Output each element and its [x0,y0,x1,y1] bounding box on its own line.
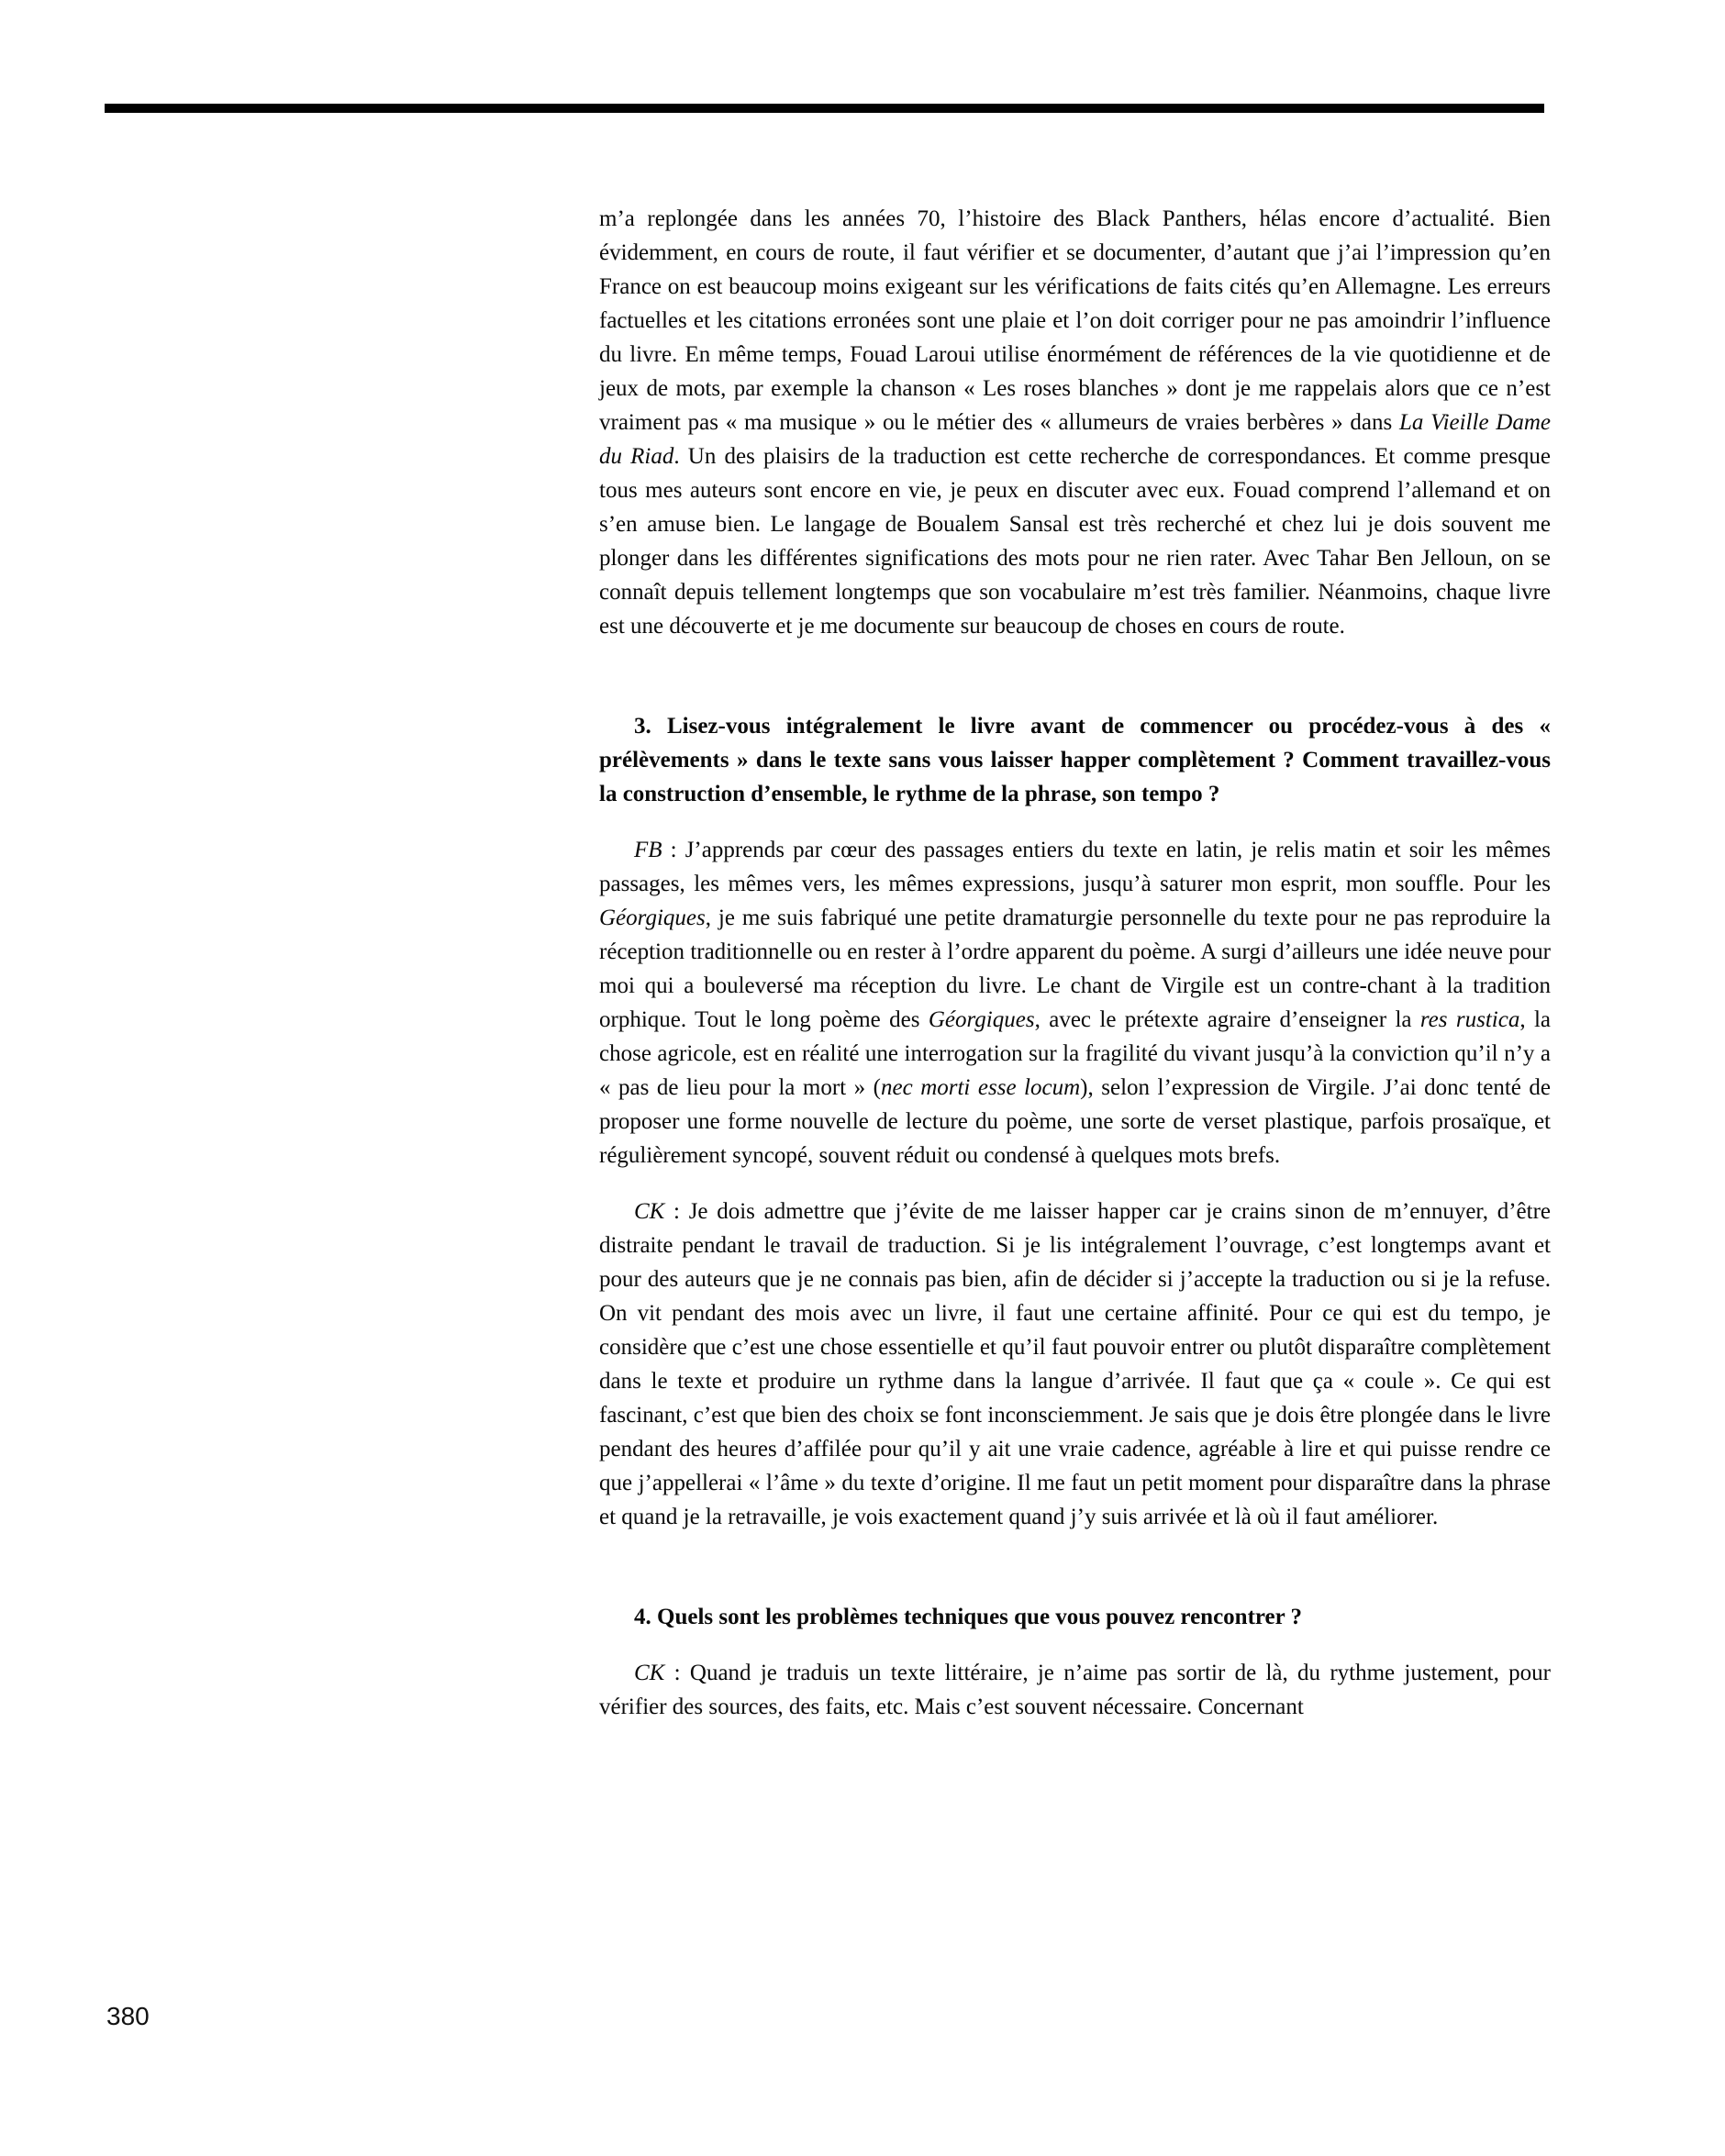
page-number: 380 [106,2002,150,2030]
text-segment: . Un des plaisirs de la traduction est cette recherche de correspondances. Et comme presque tous mes auteurs sont encore en vie, je peux en discuter avec eux. Fouad comprend l’allemand et on s’en amuse bien. Le langage de Boualem Sansal est très recherché et chez lui je dois souvent me plonger dans les différentes significations des mots pour ne rien rater. Avec Tahar Ben Jelloun, on se connaît depuis tellement longtemps que son vocabulaire m’est très familier. Néanmoins, chaque livre est une découverte et je me documente sur beaucoup de choses en cours de route. [599,444,1552,639]
text-segment: , la chose agricole, est en réalité une interrogation sur la fragilité du vivant jusqu’à la conviction qu’il n’y a « pas de lieu pour la mort » ( [599,1007,1551,1100]
text-segment: : Quand je traduis un texte littéraire, je n’aime pas sortir de là, du rythme justement, pour vérifier des sources, des faits, etc. Mais c’est souvent nécessaire. Concernant [599,1661,1551,1719]
italic-text-segment: CK [634,1661,665,1685]
question-4-heading [599,1600,1551,1634]
italic-text-segment: nec morti esse locum [880,1075,1081,1100]
fb-answer-paragraph [599,833,1551,1172]
question-3-heading [599,709,1551,811]
italic-text-segment: Géorgiques [928,1007,1035,1032]
italic-text-segment: CK [634,1199,665,1224]
text-segment: : J’apprends par cœur des passages entiers du texte en latin, je relis matin et soir les mêmes passages, les mêmes vers, les mêmes expressions, jusqu’à saturer mon esprit, mon souffle. Pour les [599,838,1551,896]
text-column [599,202,1551,1724]
text-segment: 4. Quels sont les problèmes techniques que vous pouvez rencontrer ? [634,1605,1303,1629]
continuation-paragraph [599,202,1551,643]
italic-text-segment: La Vieille Dame du Riad [599,410,1552,469]
text-segment: 3. Lisez-vous intégralement le livre avant de commencer ou procédez-vous à des « prélèvements » dans le texte sans vous laisser happer complètement ? Comment travaillez-vous la construction d’ensemble, le rythme de la phrase, son tempo ? [599,714,1551,806]
header-rule [105,104,1544,113]
text-segment: ), selon l’expression de Virgile. J’ai donc tenté de proposer une forme nouvelle de lecture du poème, une sorte de verset plastique, parfois prosaïque, et régulièrement syncopé, souvent réduit ou condensé à quelques mots brefs. [599,1075,1551,1168]
text-segment: m’a replongée dans les années 70, l’histoire des Black Panthers, hélas encore d’actualité. Bien évidemment, en cours de route, il faut vérifier et se documenter, d’autant que j’ai l’impression qu’en France on est beaucoup moins exigeant sur les vérifications de faits cités qu’en Allemagne. Les erreurs factuelles et les citations erronées sont une plaie et l’on doit corriger pour ne pas amoindrir l’influence du livre. En même temps, Fouad Laroui utilise énormément de références de la vie quotidienne et de jeux de mots, par exemple la chanson « Les roses blanches » dont je me rappelais alors que ce n’est vraiment pas « ma musique » ou le métier des « allumeurs de vraies berbères » dans [599,206,1551,435]
text-segment: : Je dois admettre que j’évite de me laisser happer car je crains sinon de m’ennuyer, d’être distraite pendant le travail de traduction. Si je lis intégralement l’ouvrage, c’est longtemps avant et pour des auteurs que je ne connais pas bien, afin de décider si j’accepte la traduction ou si je la refuse. On vit pendant des mois avec un livre, il faut une certaine affinité. Pour ce qui est du tempo, je considère que c’est une chose essentielle et qu’il faut pouvoir entrer ou plutôt disparaître complètement dans le texte et produire un rythme dans la langue d’arrivée. Il faut que ça « coule ». Ce qui est fascinant, c’est que bien des choix se font inconsciemment. Je sais que je dois être plongée dans le livre pendant des heures d’affilée pour qu’il y ait une vraie cadence, agréable à lire et qui puisse rendre ce que j’appellerai « l’âme » du texte d’origine. Il me faut un petit moment pour disparaître dans la phrase et quand je la retravaille, je vois exactement quand j’y suis arrivée et là où il faut améliorer. [599,1199,1551,1529]
ck-answer-2-paragraph [599,1656,1551,1724]
italic-text-segment: res rustica [1419,1007,1520,1032]
italic-text-segment: FB [634,838,662,862]
text-segment: , je me suis fabriqué une petite dramaturgie personnelle du texte pour ne pas reproduire la réception traditionnelle ou en rester à l’ordre apparent du poème. A surgi d’ailleurs une idée neuve pour moi qui a bouleversé ma réception du livre. Le chant de Virgile est un contre-chant à la tradition orphique. Tout le long poème des [599,906,1551,1032]
text-segment: , avec le prétexte agraire d’enseigner la [1034,1007,1420,1032]
ck-answer-paragraph [599,1195,1551,1534]
italic-text-segment: Géorgiques [599,906,706,930]
